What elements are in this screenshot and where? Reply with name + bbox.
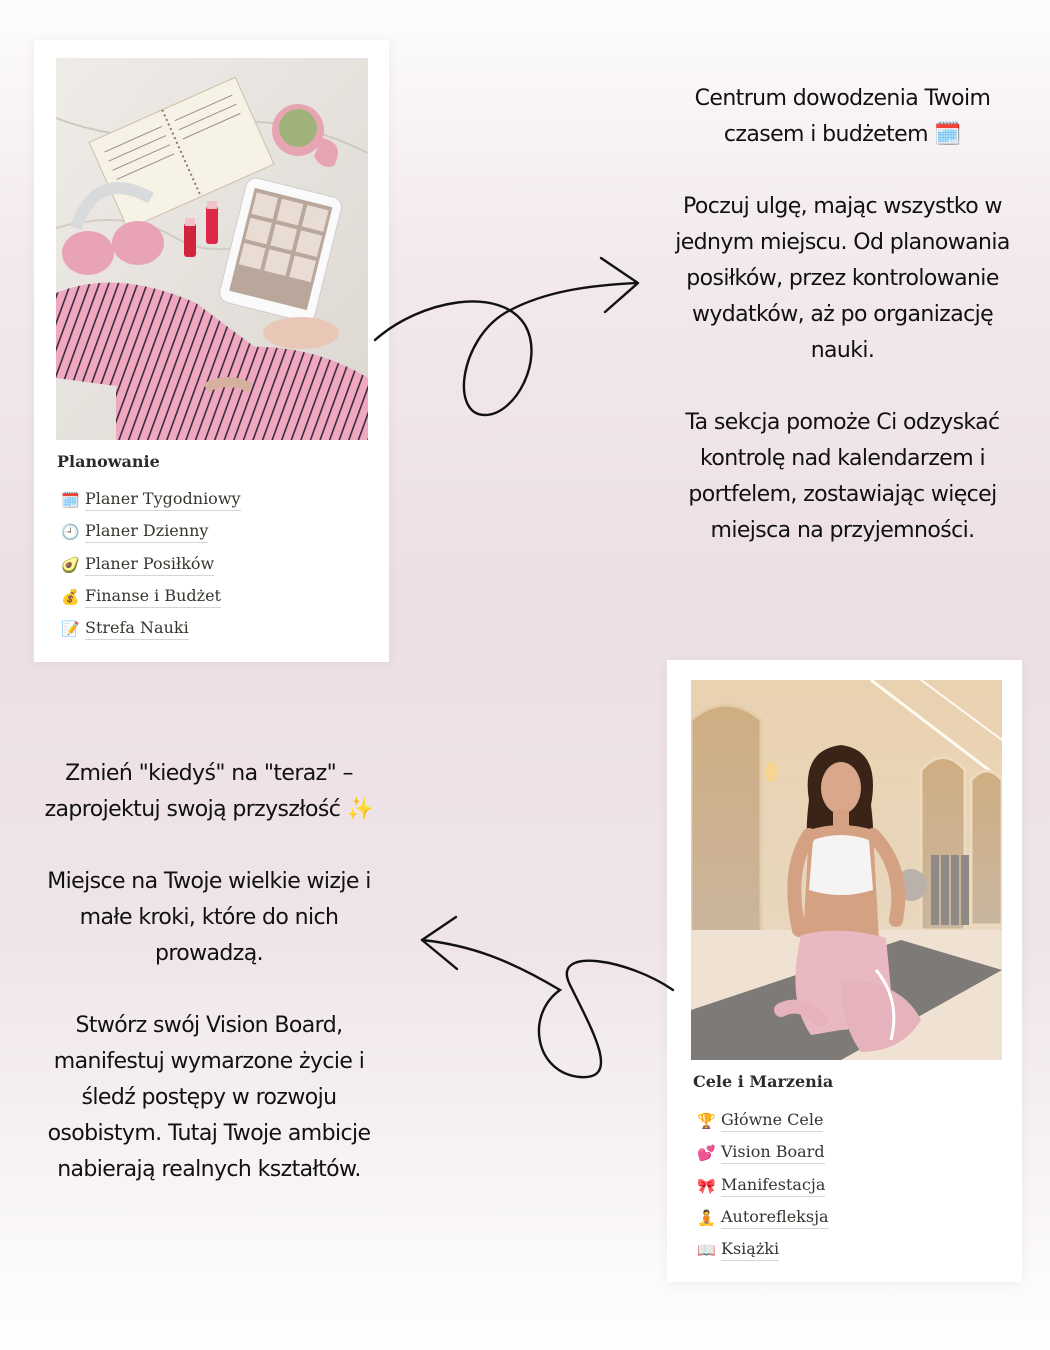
menu-item-label: Główne Cele bbox=[721, 1110, 823, 1132]
goals-item-books[interactable] bbox=[697, 1234, 829, 1266]
menu-item-label: Vision Board bbox=[721, 1142, 825, 1164]
goals-para2-line: osobistym. Tutaj Twoje ambicje bbox=[47, 1121, 371, 1146]
planning-item-weekly[interactable] bbox=[61, 484, 241, 516]
menu-item-label: Książki bbox=[721, 1239, 779, 1261]
planning-para2-line: miejsca na przyjemności. bbox=[710, 518, 975, 543]
goals-para1-line: Miejsce na Twoje wielkie wizje i bbox=[47, 869, 371, 894]
clock-icon: 🕘 bbox=[61, 523, 80, 542]
planning-para1-line: nauki. bbox=[810, 338, 875, 363]
planning-description bbox=[650, 81, 1035, 549]
planning-item-finance[interactable] bbox=[61, 581, 241, 613]
menu-item-label: Planer Tygodniowy bbox=[85, 489, 241, 511]
goals-para2-line: Stwórz swój Vision Board, bbox=[75, 1013, 343, 1038]
planning-illustration bbox=[56, 58, 368, 440]
memo-icon: 📝 bbox=[61, 620, 80, 639]
money-bag-icon: 💰 bbox=[61, 588, 80, 607]
goals-item-main[interactable] bbox=[697, 1105, 829, 1137]
goals-item-reflection[interactable] bbox=[697, 1202, 829, 1234]
goals-description bbox=[25, 756, 393, 1188]
planning-item-meals[interactable] bbox=[61, 549, 241, 581]
menu-item-label: Autorefleksja bbox=[721, 1207, 829, 1229]
planning-para1-line: Poczuj ulgę, mając wszystko w bbox=[683, 194, 1002, 219]
calendar-icon: 🗓️ bbox=[61, 491, 80, 510]
goals-menu bbox=[697, 1105, 829, 1266]
planning-photo bbox=[56, 58, 368, 440]
planning-menu bbox=[61, 484, 241, 645]
goals-item-vision-board[interactable] bbox=[697, 1137, 829, 1169]
goals-para1-line: prowadzą. bbox=[154, 941, 264, 966]
open-book-icon: 📖 bbox=[697, 1241, 716, 1260]
planning-heading-line-1: Centrum dowodzenia Twoim bbox=[694, 86, 991, 111]
goals-section-title: Cele i Marzenia bbox=[693, 1072, 834, 1091]
menu-item-label: Finanse i Budżet bbox=[85, 586, 221, 608]
planning-para2-line: portfelem, zostawiając więcej bbox=[688, 482, 997, 507]
goals-heading-line-2: zaprojektuj swoją przyszłość ✨ bbox=[44, 797, 374, 822]
two-hearts-icon: 💕 bbox=[697, 1144, 716, 1163]
planning-para1-line: jednym miejscu. Od planowania bbox=[675, 230, 1010, 255]
curly-arrow-left-icon bbox=[410, 905, 685, 1090]
planning-card bbox=[34, 40, 389, 662]
planning-para1-line: posiłków, przez kontrolowanie bbox=[686, 266, 999, 291]
planning-section-title: Planowanie bbox=[57, 452, 160, 471]
trophy-icon: 🏆 bbox=[697, 1112, 716, 1131]
goals-item-manifestation[interactable] bbox=[697, 1170, 829, 1202]
planning-para2-line: Ta sekcja pomoże Ci odzyskać bbox=[685, 410, 1000, 435]
goals-para2-line: nabierają realnych kształtów. bbox=[57, 1157, 361, 1182]
menu-item-label: Planer Posiłków bbox=[85, 554, 214, 576]
goals-card bbox=[667, 660, 1022, 1282]
menu-item-label: Strefa Nauki bbox=[85, 618, 189, 640]
planning-item-study[interactable] bbox=[61, 613, 241, 645]
goals-photo bbox=[691, 680, 1002, 1060]
menu-item-label: Planer Dzienny bbox=[85, 521, 208, 543]
curly-arrow-right-icon bbox=[365, 245, 650, 435]
planning-para2-line: kontrolę nad kalendarzem i bbox=[700, 446, 985, 471]
planning-para1-line: wydatków, aż po organizację bbox=[691, 302, 994, 327]
menu-item-label: Manifestacja bbox=[721, 1175, 825, 1197]
ribbon-icon: 🎀 bbox=[697, 1176, 716, 1195]
meditation-icon: 🧘 bbox=[697, 1209, 716, 1228]
goals-illustration bbox=[691, 680, 1002, 1060]
goals-para2-line: śledź postępy w rozwoju bbox=[81, 1085, 337, 1110]
planning-heading-line-2: czasem i budżetem 🗓️ bbox=[723, 122, 962, 147]
goals-para2-line: manifestuj wymarzone życie i bbox=[53, 1049, 365, 1074]
avocado-icon: 🥑 bbox=[61, 555, 80, 574]
goals-para1-line: małe kroki, które do nich bbox=[79, 905, 339, 930]
goals-heading-line-1: Zmień "kiedyś" na "teraz" – bbox=[65, 761, 353, 786]
planning-item-daily[interactable] bbox=[61, 516, 241, 548]
